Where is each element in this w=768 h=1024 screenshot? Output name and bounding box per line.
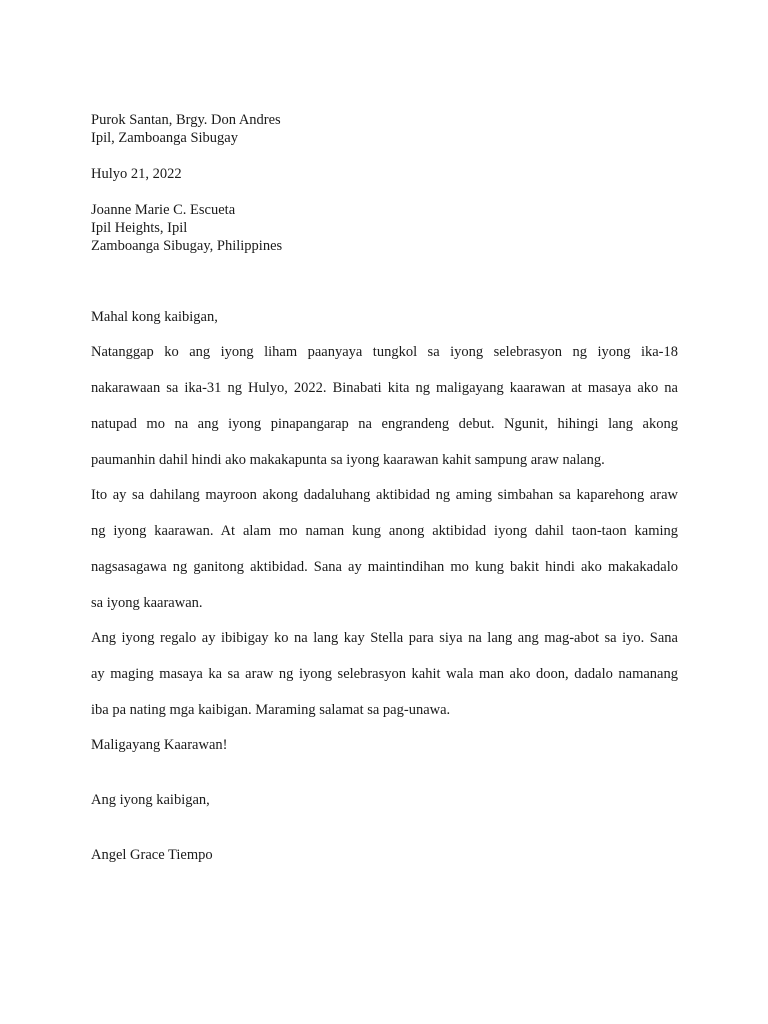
closing-text: Ang iyong kaibigan, [91, 792, 210, 808]
greeting-text: Maligayang Kaarawan! [91, 737, 228, 753]
recipient-address-line-1: Ipil Heights, Ipil [91, 220, 188, 236]
letter-date [91, 165, 678, 183]
salutation [91, 308, 678, 326]
salutation-text: Mahal kong kaibigan, [91, 309, 218, 325]
signature-name: Angel Grace Tiempo [91, 847, 213, 863]
recipient-address-line-2: Zamboanga Sibugay, Philippines [91, 238, 283, 254]
sender-address-line-2: Ipil, Zamboanga Sibugay [91, 130, 238, 146]
body-paragraph-1-line: Natanggap ko ang iyong liham paanyaya tungkol sa iyong selebrasyon ng iyong ika-18 [91, 344, 678, 360]
birthday-greeting [91, 736, 678, 754]
closing [91, 791, 678, 809]
signature [91, 846, 678, 864]
date-text: Hulyo 21, 2022 [91, 166, 182, 182]
body-paragraph-1 [91, 343, 678, 487]
body-paragraph-1-line: natupad mo na ang iyong pinapangarap na engrandeng debut. Ngunit, hihingi lang akong [91, 416, 678, 432]
body-paragraph-3-line: ay maging masaya ka sa araw ng iyong selebrasyon kahit wala man ako doon, dadalo namanang [91, 666, 678, 682]
body-paragraph-1-line: nakarawaan sa ika-31 ng Hulyo, 2022. Binabati kita ng maligayang kaarawan at masaya ako na [91, 380, 678, 396]
body-paragraph-2-line: nagsasagawa ng ganitong aktibidad. Sana ay maintindihan mo kung bakit hindi ako makakadalo [91, 559, 678, 575]
recipient-address [91, 201, 678, 255]
body-paragraph-1-line: paumanhin dahil hindi ako makakapunta sa iyong kaarawan kahit sampung araw nalang. [91, 452, 605, 468]
body-paragraph-2-line: Ito ay sa dahilang mayroon akong dadaluhang aktibidad ng aming simbahan sa kaparehong araw [91, 487, 678, 503]
body-paragraph-2 [91, 486, 678, 630]
body-paragraph-3 [91, 629, 678, 737]
sender-address-line-1: Purok Santan, Brgy. Don Andres [91, 112, 281, 128]
body-paragraph-2-line: sa iyong kaarawan. [91, 595, 203, 611]
body-paragraph-2-line: ng iyong kaarawan. At alam mo naman kung anong aktibidad iyong dahil taon-taon kaming [91, 523, 678, 539]
sender-address [91, 111, 678, 147]
body-paragraph-3-line: iba pa nating mga kaibigan. Maraming salamat sa pag-unawa. [91, 702, 451, 718]
recipient-name: Joanne Marie C. Escueta [91, 202, 236, 218]
body-paragraph-3-line: Ang iyong regalo ay ibibigay ko na lang kay Stella para siya na lang ang mag-abot sa iyo. Sana [91, 630, 678, 646]
